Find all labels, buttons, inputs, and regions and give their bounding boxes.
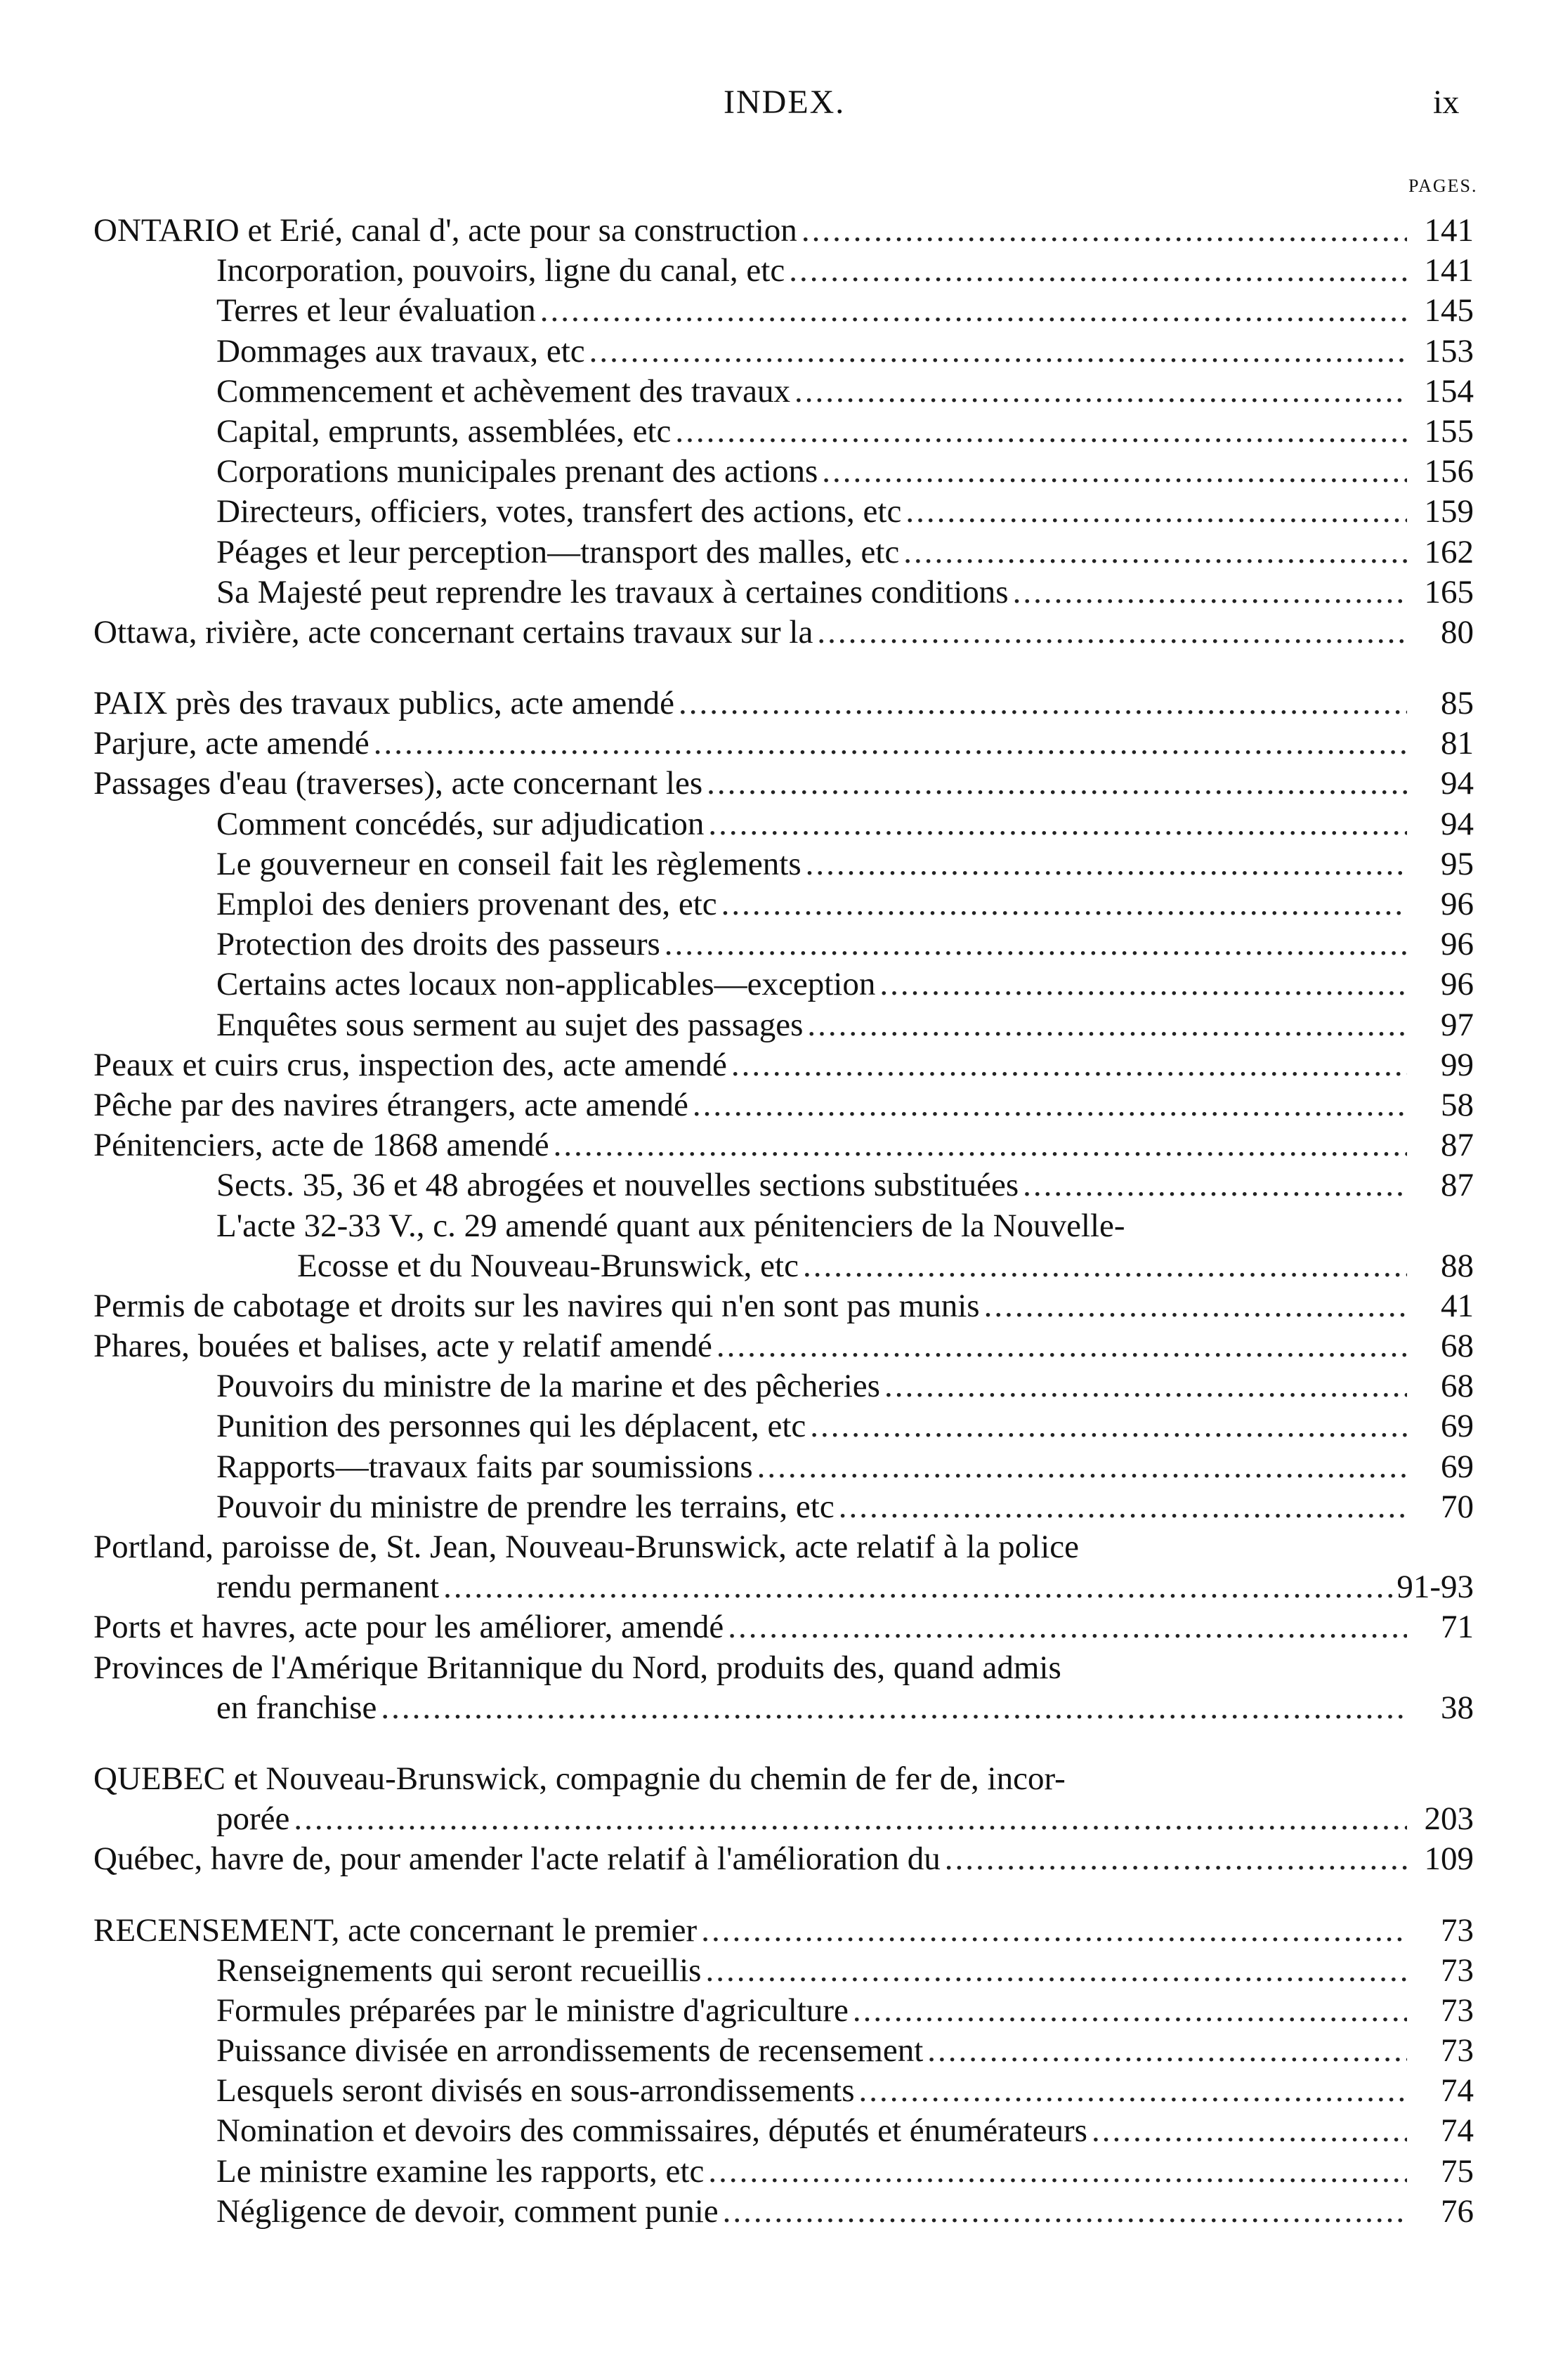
entry-page: 145: [1424, 292, 1474, 329]
entry-page: 70: [1441, 1488, 1474, 1525]
entry-page: 74: [1441, 2112, 1474, 2150]
dot-leader: [802, 844, 1407, 884]
dot-leader: [855, 2071, 1407, 2111]
entry-page: 85: [1441, 685, 1474, 722]
entry-text: Puissance divisée en arrondissements de recensement: [216, 2032, 924, 2070]
entry-page: 75: [1441, 2152, 1474, 2190]
entry-text: porée: [216, 1800, 290, 1838]
index-entry: [93, 2111, 1474, 2151]
dot-leader: [688, 1085, 1407, 1125]
index-entry: [93, 1326, 1474, 1366]
index-entry: [93, 1406, 1474, 1446]
entry-text: Ecosse et du Nouveau-Brunswick, etc: [297, 1247, 799, 1284]
index-entry: [93, 1366, 1474, 1406]
entry-page: 88: [1441, 1247, 1474, 1284]
entry-page: 38: [1441, 1689, 1474, 1726]
index-entry: [93, 613, 1474, 653]
entry-text: Renseignements qui seront recueillis: [216, 1951, 702, 1989]
index-entry: [93, 1085, 1474, 1125]
index-entry: [93, 804, 1474, 844]
index-entry: [93, 1688, 1474, 1728]
entry-text: Emploi des deniers provenant des, etc: [216, 886, 717, 922]
entry-page: 96: [1441, 886, 1474, 922]
entry-page: 87: [1441, 1167, 1474, 1204]
entry-text: RECENSEMENT, acte concernant le premier: [93, 1911, 698, 1949]
entry-page: 68: [1441, 1328, 1474, 1365]
index-entry: [93, 1125, 1474, 1165]
entry-text: Pouvoir du ministre de prendre les terrains, etc: [216, 1488, 835, 1525]
entry-text: Sects. 35, 36 et 48 abrogées et nouvelles sections substituées: [216, 1167, 1019, 1204]
dot-leader: [724, 1607, 1407, 1647]
entry-text: Punition des personnes qui les déplacent, etc: [216, 1408, 806, 1445]
index-entry: [93, 844, 1474, 884]
dot-leader: [536, 291, 1407, 331]
entry-page: 87: [1441, 1127, 1474, 1164]
index-entry: [93, 291, 1474, 331]
entry-page: 94: [1441, 805, 1474, 842]
entry-page: 162: [1424, 533, 1474, 570]
dot-leader: [797, 211, 1407, 251]
index-entry: [93, 1487, 1474, 1527]
index-entry: [93, 924, 1474, 965]
index-entry: [93, 965, 1474, 1005]
entry-page: 99: [1441, 1046, 1474, 1083]
entry-text: Permis de cabotage et droits sur les navires qui n'en sont pas munis: [93, 1287, 980, 1324]
index-entry: [93, 573, 1474, 613]
index-entry: [93, 332, 1474, 372]
index-entry: [93, 724, 1474, 764]
index-entry: [93, 1286, 1474, 1326]
dot-leader: [901, 492, 1407, 532]
entry-text: Enquêtes sous serment au sujet des passages: [216, 1006, 804, 1043]
dot-leader: [712, 1326, 1407, 1366]
index-entry: [93, 1648, 1474, 1688]
entry-page: 94: [1441, 765, 1474, 802]
entry-text: Ports et havres, acte pour les améliorer, amendé: [93, 1609, 724, 1646]
index-entry: [93, 2071, 1474, 2111]
entry-text: Ottawa, rivière, acte concernant certains travaux sur la: [93, 613, 813, 650]
index-entry: [93, 1799, 1474, 1839]
dot-leader: [923, 2031, 1407, 2071]
index-entry: [93, 1206, 1474, 1246]
page-folio: ix: [1433, 84, 1460, 121]
dot-leader: [1009, 573, 1407, 613]
index-entry: [93, 372, 1474, 412]
entry-text: Dommages aux travaux, etc: [216, 332, 585, 370]
index-entry: [93, 2152, 1474, 2192]
index-entry: [93, 1759, 1474, 1799]
dot-leader: [439, 1567, 1396, 1607]
entry-page: 74: [1441, 2072, 1474, 2110]
entry-text: Commencement et achèvement des travaux: [216, 372, 790, 410]
entry-text: Formules préparées par le ministre d'agriculture: [216, 1992, 849, 2029]
dot-leader: [875, 965, 1407, 1005]
index-entry: [93, 1165, 1474, 1205]
entry-page: 96: [1441, 966, 1474, 1003]
index-entry: [93, 452, 1474, 492]
dot-leader: [717, 884, 1407, 924]
dot-leader: [803, 1005, 1407, 1045]
entry-text: Le ministre examine les rapports, etc: [216, 2152, 705, 2190]
entry-page: 141: [1424, 252, 1474, 289]
entry-text: Pouvoirs du ministre de la marine et des pêcheries: [216, 1368, 880, 1405]
entry-page: 73: [1441, 2032, 1474, 2070]
entry-text: rendu permanent: [216, 1569, 440, 1606]
entry-text: Portland, paroisse de, St. Jean, Nouveau-Brunswick, acte relatif à la police: [93, 1529, 1080, 1565]
dot-leader: [549, 1125, 1407, 1165]
entry-text: Peaux et cuirs crus, inspection des, acte amendé: [93, 1046, 727, 1083]
entry-text: Le gouverneur en conseil fait les règlements: [216, 845, 802, 882]
entry-page: 156: [1424, 453, 1474, 490]
entry-text: Capital, emprunts, assemblées, etc: [216, 412, 672, 450]
index-entry: [93, 412, 1474, 452]
index-entry: [93, 684, 1474, 724]
dot-leader: [660, 924, 1407, 965]
entry-page: 165: [1424, 573, 1474, 610]
entry-text: L'acte 32-33 V., c. 29 amendé quant aux pénitenciers de la Nouvelle-: [216, 1207, 1125, 1244]
dot-leader: [880, 1366, 1407, 1406]
index-entry: [93, 764, 1474, 804]
entry-page: 58: [1441, 1086, 1474, 1123]
index-list: [93, 211, 1474, 2232]
index-entry: [93, 1839, 1474, 1879]
dot-leader: [899, 532, 1407, 573]
dot-leader: [704, 2152, 1407, 2192]
entry-text: Comment concédés, sur adjudication: [216, 805, 705, 842]
index-entry: [93, 492, 1474, 532]
entry-page: 109: [1424, 1840, 1474, 1878]
entry-text: Passages d'eau (traverses), acte concernant les: [93, 765, 703, 802]
entry-text: Rapports—travaux faits par soumissions: [216, 1448, 753, 1485]
entry-text: Provinces de l'Amérique Britannique du Nord, produits des, quand admis: [93, 1649, 1061, 1686]
entry-text: Lesquels seront divisés en sous-arrondissements: [216, 2072, 855, 2110]
index-entry: [93, 251, 1474, 291]
entry-text: Directeurs, officiers, votes, transfert des actions, etc: [216, 493, 902, 530]
entry-text: Phares, bouées et balises, acte y relatif amendé: [93, 1328, 712, 1365]
index-entry: [93, 1005, 1474, 1045]
entry-page: 69: [1441, 1448, 1474, 1485]
dot-leader: [785, 251, 1407, 291]
dot-leader: [813, 613, 1407, 653]
entry-page: 41: [1441, 1287, 1474, 1324]
dot-leader: [818, 452, 1407, 492]
entry-page: 76: [1441, 2192, 1474, 2230]
entry-text: Certains actes locaux non-applicables—exception: [216, 966, 876, 1003]
dot-leader: [671, 412, 1407, 452]
entry-page: 73: [1441, 1992, 1474, 2029]
entry-page: 91-93: [1396, 1569, 1474, 1606]
entry-page: 71: [1441, 1609, 1474, 1646]
entry-text: Parjure, acte amendé: [93, 725, 369, 762]
dot-leader: [289, 1799, 1407, 1839]
entry-page: 203: [1424, 1800, 1474, 1838]
index-entry: [93, 1447, 1474, 1487]
index-entry: [93, 1246, 1474, 1286]
dot-leader: [1019, 1165, 1407, 1205]
entry-page: 159: [1424, 493, 1474, 530]
entry-page: 81: [1441, 725, 1474, 762]
dot-leader: [980, 1286, 1407, 1326]
index-entry: [93, 2192, 1474, 2232]
entry-page: 154: [1424, 372, 1474, 410]
entry-text: Pêche par des navires étrangers, acte amendé: [93, 1086, 688, 1123]
index-entry: [93, 2031, 1474, 2071]
dot-leader: [701, 1951, 1407, 1991]
entry-text: Incorporation, pouvoirs, ligne du canal, etc: [216, 252, 785, 289]
dot-leader: [674, 684, 1407, 724]
entry-page: 96: [1441, 926, 1474, 963]
dot-leader: [702, 764, 1407, 804]
index-entry: [93, 211, 1474, 251]
entry-page: 68: [1441, 1368, 1474, 1405]
dot-leader: [727, 1045, 1407, 1085]
dot-leader: [585, 332, 1407, 372]
pages-column-label: PAGES.: [1408, 176, 1478, 196]
dot-leader: [849, 1991, 1407, 2031]
index-entry: [93, 1045, 1474, 1085]
dot-leader: [369, 724, 1407, 764]
dot-leader: [377, 1688, 1407, 1728]
entry-page: 97: [1441, 1006, 1474, 1043]
index-entry: [93, 1527, 1474, 1567]
entry-text: Corporations municipales prenant des actions: [216, 453, 818, 490]
dot-leader: [941, 1839, 1407, 1879]
entry-text: Terres et leur évaluation: [216, 292, 536, 329]
index-entry: [93, 532, 1474, 573]
entry-page: 155: [1424, 412, 1474, 450]
index-entry: [93, 1567, 1474, 1607]
index-entry: [93, 1991, 1474, 2031]
entry-text: Nomination et devoirs des commissaires, députés et énumérateurs: [216, 2112, 1087, 2150]
entry-text: Négligence de devoir, comment punie: [216, 2192, 719, 2230]
entry-text: Péages et leur perception—transport des malles, etc: [216, 533, 900, 570]
dot-leader: [835, 1487, 1407, 1527]
dot-leader: [1087, 2111, 1407, 2151]
entry-text: PAIX près des travaux publics, acte amendé: [93, 685, 675, 722]
dot-leader: [753, 1447, 1407, 1487]
dot-leader: [799, 1246, 1407, 1286]
entry-text: QUEBEC et Nouveau-Brunswick, compagnie du chemin de fer de, incor-: [93, 1760, 1066, 1797]
entry-text: ONTARIO et Erié, canal d', acte pour sa construction: [93, 212, 797, 249]
index-entry: [93, 1911, 1474, 1951]
dot-leader: [790, 372, 1407, 412]
entry-page: 153: [1424, 332, 1474, 370]
entry-page: 141: [1424, 212, 1474, 249]
entry-page: 73: [1441, 1951, 1474, 1989]
entry-page: 95: [1441, 845, 1474, 882]
dot-leader: [719, 2192, 1407, 2232]
entry-text: Sa Majesté peut reprendre les travaux à certaines conditions: [216, 573, 1009, 610]
entry-text: Protection des droits des passeurs: [216, 926, 660, 963]
page-header: [0, 83, 1544, 139]
dot-leader: [704, 804, 1407, 844]
entry-page: 73: [1441, 1911, 1474, 1949]
entry-text: Pénitenciers, acte de 1868 amendé: [93, 1127, 549, 1164]
dot-leader: [697, 1911, 1407, 1951]
dot-leader: [806, 1406, 1407, 1446]
index-entry: [93, 1607, 1474, 1647]
index-entry: [93, 1951, 1474, 1991]
entry-text: en franchise: [216, 1689, 377, 1726]
entry-page: 80: [1441, 613, 1474, 650]
entry-text: Québec, havre de, pour amender l'acte relatif à l'amélioration du: [93, 1840, 941, 1878]
index-entry: [93, 884, 1474, 924]
page-title: INDEX.: [724, 84, 846, 121]
entry-page: 69: [1441, 1408, 1474, 1445]
